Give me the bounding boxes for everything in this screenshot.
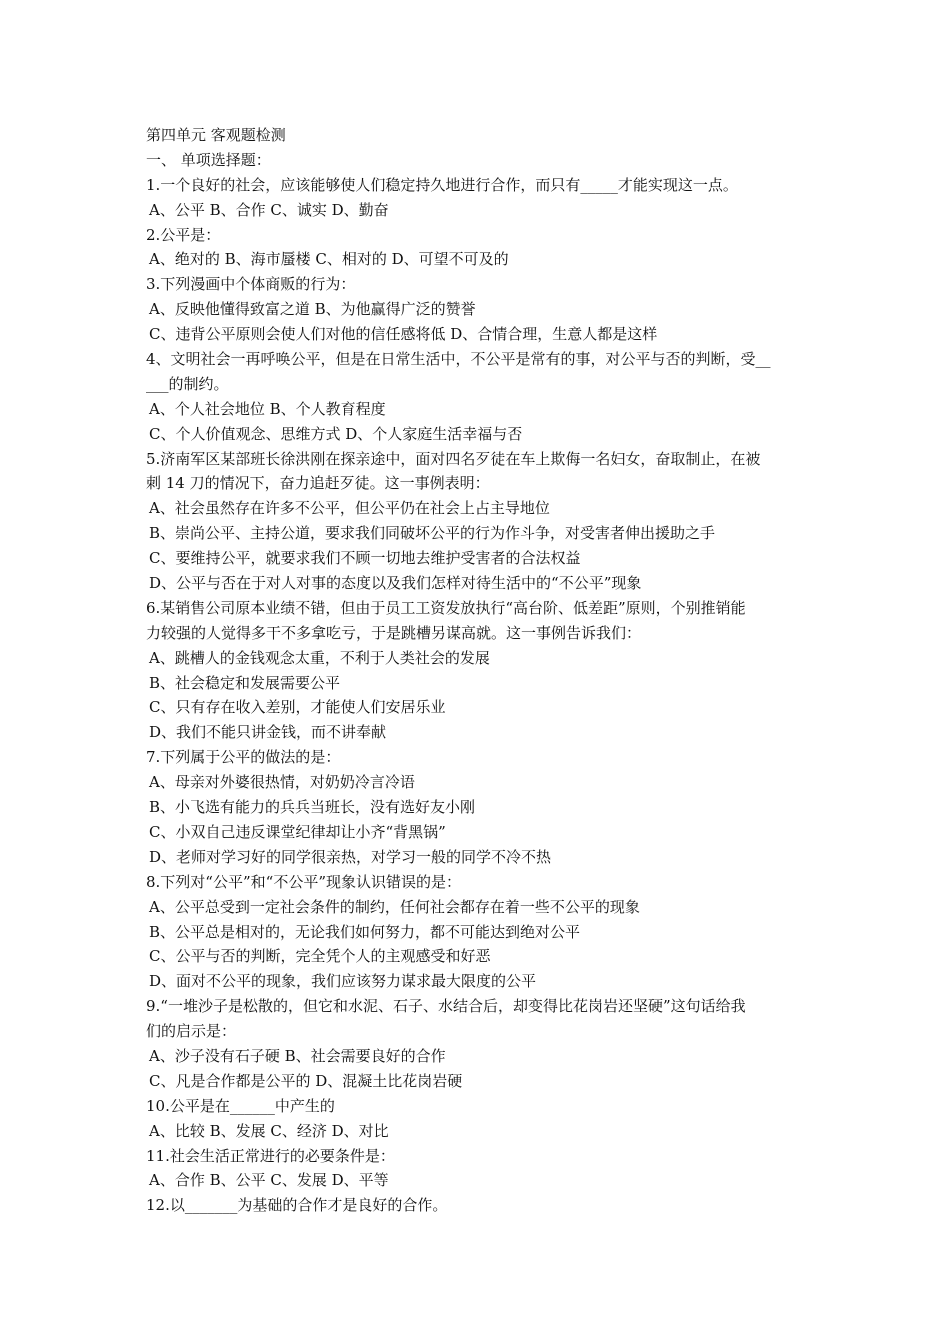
question-5-option-a: A、社会虽然存在许多不公平，但公平仍在社会上占主导地位 [149, 499, 550, 518]
question-6-option-d: D、我们不能只讲金钱，而不讲奉献 [149, 723, 387, 742]
question-8-option-c: C、公平与否的判断，完全凭个人的主观感受和好恶 [149, 947, 491, 966]
question-8-option-b: B、公平总是相对的，无论我们如何努力，都不可能达到绝对公平 [149, 922, 581, 941]
question-4-options-cd: C、个人价值观念、思维方式 D、个人家庭生活幸福与否 [149, 424, 523, 443]
question-3-options-ab: A、反映他懂得致富之道 B、为他赢得广泛的赞誉 [149, 300, 476, 319]
question-11: 11.社会生活正常进行的必要条件是： [146, 1146, 395, 1165]
question-7-option-d: D、老师对学习好的同学很亲热，对学习一般的同学不冷不热 [149, 847, 552, 866]
question-12: 12.以_______为基础的合作才是良好的合作。 [146, 1196, 448, 1215]
question-8-option-a: A、公平总受到一定社会条件的制约，任何社会都存在着一些不公平的现象 [149, 897, 640, 916]
question-6: 6.某销售公司原本业绩不错，但由于员工工资发放执行“高台阶、低差距”原则，个别推销能 [146, 598, 746, 617]
document-title: 第四单元 客观题检测 [146, 126, 286, 144]
question-7-option-c: C、小双自己违反课堂纪律却让小齐“背黑锅” [149, 822, 446, 841]
question-7: 7.下列属于公平的做法的是： [146, 748, 341, 767]
question-6-option-c: C、只有存在收入差别，才能使人们安居乐业 [149, 698, 446, 717]
question-9-options-cd: C、凡是合作都是公平的 D、混凝土比花岗岩硬 [149, 1071, 463, 1090]
question-9-continued: 们的启示是： [146, 1022, 237, 1041]
question-5-continued: 刺 14 刀的情况下，奋力追赶歹徒。这一事例表明： [146, 474, 490, 493]
question-8: 8.下列对“公平”和“不公平”现象认识错误的是： [146, 872, 461, 891]
question-6-option-a: A、跳槽人的金钱观念太重，不利于人类社会的发展 [149, 648, 490, 667]
question-1-options: A、公平 B、合作 C、诚实 D、勤奋 [149, 200, 389, 219]
question-6-continued: 力较强的人觉得多干不多拿吃亏，于是跳槽另谋高就。这一事例告诉我们： [146, 623, 642, 642]
question-9-options-ab: A、沙子没有石子硬 B、社会需要良好的合作 [149, 1046, 446, 1065]
question-10-options: A、比较 B、发展 C、经济 D、对比 [149, 1121, 389, 1140]
question-5-option-b: B、崇尚公平、主持公道，要求我们同破坏公平的行为作斗争，对受害者伸出援助之手 [149, 524, 716, 543]
question-4-options-ab: A、个人社会地位 B、个人教育程度 [149, 399, 386, 418]
question-5: 5.济南军区某部班长徐洪刚在探亲途中，面对四名歹徒在车上欺侮一名妇女，奋取制止，在被 [146, 449, 761, 468]
question-2-options: A、绝对的 B、海市蜃楼 C、相对的 D、可望不可及的 [149, 250, 509, 269]
question-7-option-a: A、母亲对外婆很热情，对奶奶冷言冷语 [149, 773, 415, 792]
section-heading: 一、 单项选择题： [146, 150, 271, 169]
question-6-option-b: B、社会稳定和发展需要公平 [149, 673, 341, 692]
question-4: 4、文明社会一再呼唤公平，但是在日常生活中，不公平是常有的事，对公平与否的判断，受__ [146, 350, 771, 369]
question-1: 1.一个良好的社会，应该能够使人们稳定持久地进行合作，而只有_____才能实现这一点。 [146, 175, 738, 194]
question-9: 9.“一堆沙子是松散的，但它和水泥、石子、水结合后，却变得比花岗岩还坚硬”这句话给我 [146, 997, 746, 1016]
question-5-option-d: D、公平与否在于对人对事的态度以及我们怎样对待生活中的“不公平”现象 [149, 574, 642, 593]
question-10: 10.公平是在______中产生的 [146, 1096, 335, 1115]
question-2: 2.公平是： [146, 225, 221, 244]
question-3: 3.下列漫画中个体商贩的行为： [146, 275, 356, 294]
question-8-option-d: D、面对不公平的现象，我们应该努力谋求最大限度的公平 [149, 972, 537, 991]
question-11-options: A、合作 B、公平 C、发展 D、平等 [149, 1171, 389, 1190]
document-body [146, 123, 814, 1218]
question-5-option-c: C、要维持公平，就要求我们不顾一切地去维护受害者的合法权益 [149, 549, 581, 568]
question-4-continued: ___的制约。 [146, 374, 229, 393]
question-7-option-b: B、小飞选有能力的兵兵当班长，没有选好友小刚 [149, 798, 476, 817]
question-3-options-cd: C、违背公平原则会使人们对他的信任感将低 D、合情合理，生意人都是这样 [149, 325, 658, 344]
